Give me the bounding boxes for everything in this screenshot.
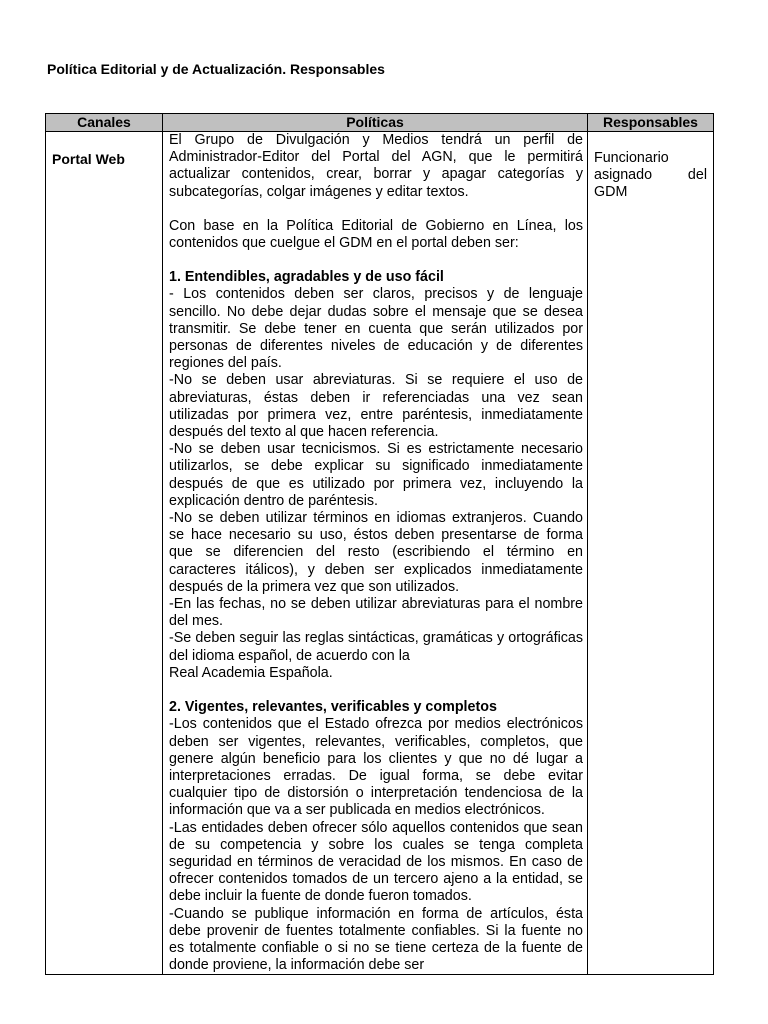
section1-paragraph: -Se deben seguir las reglas sintácticas, gramáticas y ortográficas del idioma español, de acuerdo con la [169,630,583,664]
header-canales: Canales [46,114,163,132]
header-politicas: Políticas [163,114,588,132]
section1-paragraph: -En las fechas, no se deben utilizar abreviaturas para el nombre del mes. [169,596,583,630]
policy-intro: El Grupo de Divulgación y Medios tendrá un perfil de Administrador-Editor del Portal del AGN, que le permitirá actualizar contenidos, crear, borrar y apagar categorías y subcategorías, colgar imágenes y editar textos. [169,132,583,200]
section2-paragraph: -Cuando se publique información en forma de artículos, ésta debe provenir de fuentes totalmente confiables. Si la fuente no es totalmente confiable o si no se tiene certeza de la fuente de donde proviene, la información debe ser [169,905,583,974]
section1-paragraph: -No se deben utilizar términos en idiomas extranjeros. Cuando se hace necesario su uso, éstos deben presentarse de forma que se diferencien del resto (escribiendo el término en caracteres itálicos), y deben ser explicados inmediatamente después de la primera vez que son utilizados. [169,510,583,595]
section2-paragraph: -Los contenidos que el Estado ofrezca por medios electrónicos deben ser vigentes, relevantes, verificables, completos, que genere algún beneficio para los clientes y que no dé lugar a interpretaciones erradas. De igual forma, se debe evitar cualquier tipo de distorsión o interpretación tendenciosa de la información que va a ser publicada en medios electrónicos. [169,716,583,819]
section1-heading: 1. Entendibles, agradables y de uso fácil [169,269,444,286]
responsables-cell: Funcionario asignado del GDM [588,132,714,975]
section1-paragraph: -No se deben usar abreviaturas. Si se requiere el uso de abreviaturas, éstas deben ir referenciadas una vez sean utilizadas por primera vez, entre paréntesis, inmediatamente después del texto al que hacen referencia. [169,372,583,441]
policy-table [45,113,714,975]
canal-cell: Portal Web [46,132,163,975]
header-responsables: Responsables [588,114,714,132]
document-title: Política Editorial y de Actualización. Responsables [47,61,385,77]
politicas-cell [163,132,588,975]
section1-paragraph: -No se deben usar tecnicismos. Si es estrictamente necesario utilizarlos, se debe explicar su significado inmediatamente después de que es utilizado por primera vez, incluyendo la explicación dentro de paréntesis. [169,441,583,509]
section2-paragraph: -Las entidades deben ofrecer sólo aquellos contenidos que sean de su competencia y sobre los cuales se tenga completa seguridad en términos de veracidad de los mismos. En caso de ofrecer contenidos tomados de un tercero ajeno a la entidad, se debe incluir la fuente de donde fueron tomados. [169,819,583,905]
table-row [46,132,714,975]
policy-base: Con base en la Política Editorial de Gobierno en Línea, los contenidos que cuelgue el GDM en el portal deben ser: [169,217,583,252]
table-header-row [46,114,714,132]
section1-paragraph: Real Academia Española. [169,664,333,681]
section1-paragraph: - Los contenidos deben ser claros, precisos y de lenguaje sencillo. No debe dejar dudas sobre el mensaje que se desea transmitir. Se debe tener en cuenta que serán utilizados por personas de diferentes niveles de educación y de diferentes regiones del país. [169,286,583,372]
section2-heading: 2. Vigentes, relevantes, verificables y completos [169,699,497,716]
